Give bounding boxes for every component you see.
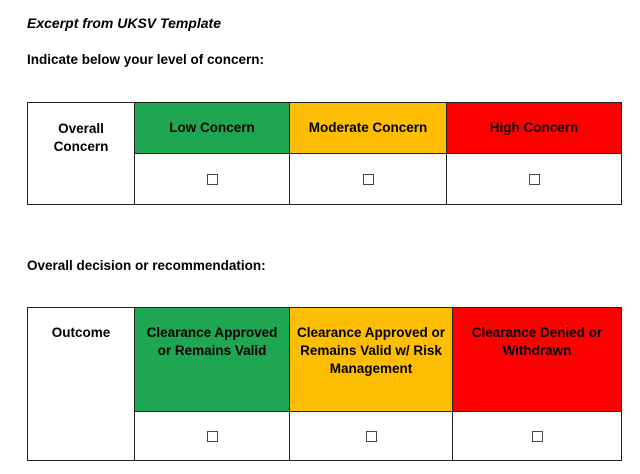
overall-concern-label-line2: Concern (53, 139, 109, 154)
excerpt-title: Excerpt from UKSV Template (27, 15, 221, 31)
approved-with-risk-header-line1: Clearance Approved or (296, 325, 446, 340)
low-concern-header: Low Concern (135, 103, 290, 154)
approved-header-line1: Clearance Approved (146, 325, 278, 340)
moderate-concern-cell (290, 154, 447, 205)
moderate-concern-checkbox[interactable] (363, 174, 374, 185)
denied-header (453, 308, 622, 412)
denied-cell (453, 412, 622, 461)
overall-concern-label-line1: Overall (58, 121, 104, 136)
overall-concern-label (28, 103, 135, 205)
denied-checkbox[interactable] (532, 431, 543, 442)
denied-header-line1: Clearance Denied or (471, 325, 603, 340)
outcome-heading: Overall decision or recommendation: (27, 258, 266, 273)
concern-table (27, 102, 622, 205)
approved-with-risk-checkbox[interactable] (366, 431, 377, 442)
approved-with-risk-header-line2: Remains Valid w/ Risk (300, 343, 442, 358)
high-concern-header: High Concern (447, 103, 622, 154)
outcome-label: Outcome (28, 308, 135, 461)
concern-heading: Indicate below your level of concern: (27, 52, 265, 67)
low-concern-cell (135, 154, 290, 205)
high-concern-cell (447, 154, 622, 205)
approved-checkbox[interactable] (207, 431, 218, 442)
low-concern-checkbox[interactable] (207, 174, 218, 185)
denied-header-line2: Withdrawn (502, 343, 572, 358)
high-concern-checkbox[interactable] (529, 174, 540, 185)
approved-header-line2: or Remains Valid (157, 343, 267, 358)
moderate-concern-header: Moderate Concern (290, 103, 447, 154)
approved-header (135, 308, 290, 412)
approved-with-risk-header (290, 308, 453, 412)
approved-with-risk-header-line3: Management (329, 361, 413, 376)
approved-cell (135, 412, 290, 461)
outcome-table (27, 307, 622, 461)
approved-with-risk-cell (290, 412, 453, 461)
